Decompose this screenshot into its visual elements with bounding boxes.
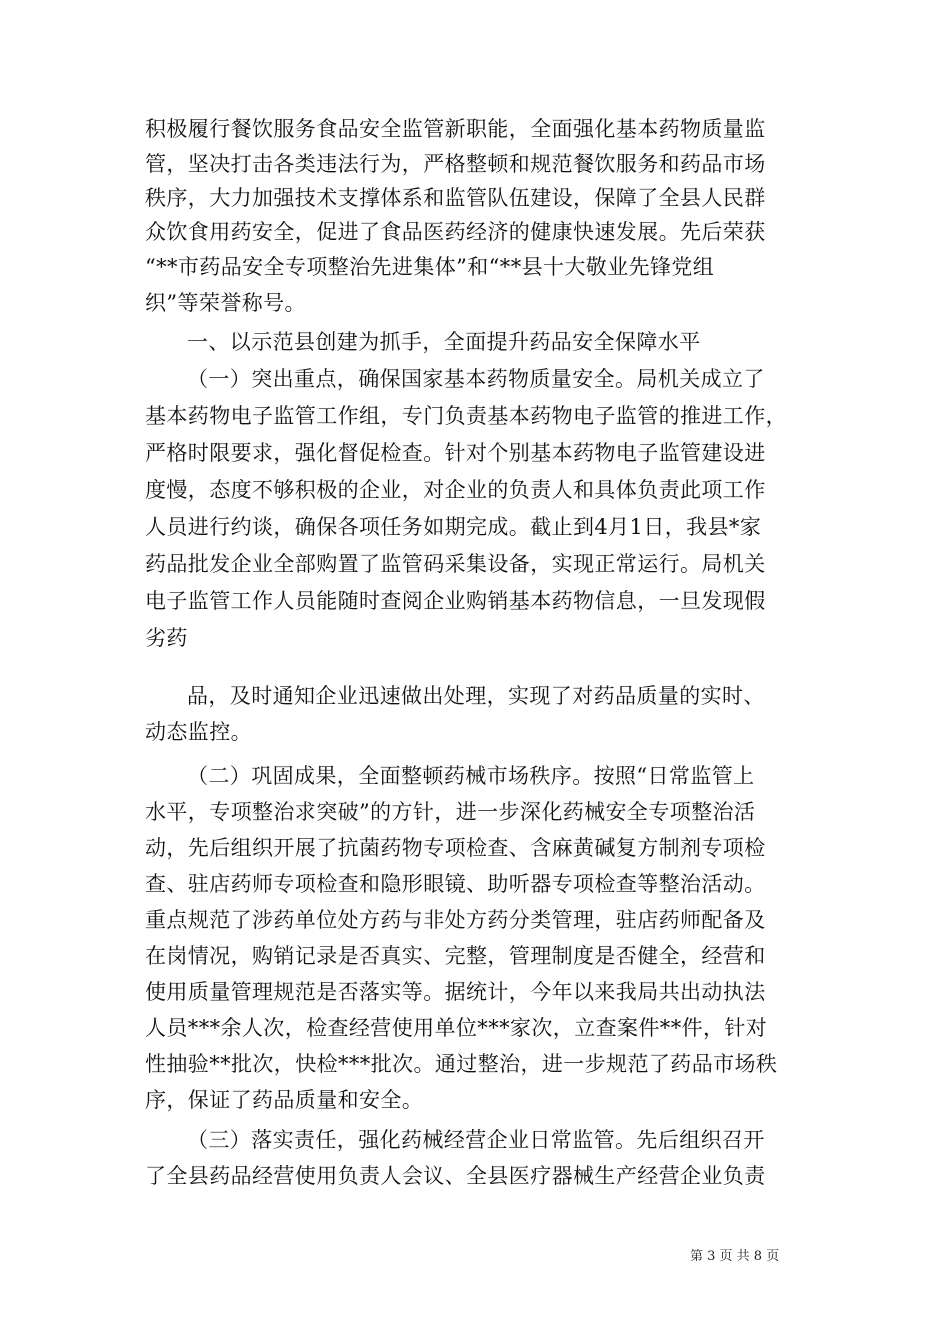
text-line: 织”等荣誉称号。 [145,291,306,315]
text-line: 重点规范了涉药单位处方药与非处方药分类管理，驻店药师配备及 [145,908,766,932]
text-line: 劣药 [145,626,188,650]
text-line: 人员***余人次，检查经营使用单位***家次，立查案件**件，针对 [145,1016,768,1040]
text-line: 性抽验**批次，快检***批次。通过整治，进一步规范了药品市场秩 [145,1052,778,1076]
text-line: 动，先后组织开展了抗菌药物专项检查、含麻黄碱复方制剂专项检 [145,836,766,860]
text-line: 严格时限要求，强化督促检查。针对个别基本药物电子监管建设进 [145,441,766,465]
text-line: 人员进行约谈，确保各项任务如期完成。截止到4月1日，我县*家 [145,515,762,539]
text-line: 使用质量管理规范是否落实等。据统计，今年以来我局共出动执法 [145,980,766,1004]
text-line: 药品批发企业全部购置了监管码采集设备，实现正常运行。局机关 [145,552,766,576]
text-line: 积极履行餐饮服务食品安全监管新职能，全面强化基本药物质量监 [145,117,766,141]
text-line: 动态监控。 [145,720,252,744]
text-line: 序，保证了药品质量和安全。 [145,1088,424,1112]
text-line: 电子监管工作人员能随时查阅企业购销基本药物信息，一旦发现假 [145,589,766,613]
text-line: 度慢，态度不够积极的企业，对企业的负责人和具体负责此项工作 [145,478,766,502]
text-line: （二）巩固成果，全面整顿药械市场秩序。按照“日常监管上 [187,764,755,788]
text-line: 管，坚决打击各类违法行为，严格整顿和规范餐饮服务和药品市场 [145,152,766,176]
text-line: 品，及时通知企业迅速做出处理，实现了对药品质量的实时、 [187,684,765,708]
text-line: （三）落实责任，强化药械经营企业日常监管。先后组织召开 [187,1128,765,1152]
text-line: 众饮食用药安全，促进了食品医药经济的健康快速发展。先后荣获 [145,220,766,244]
text-line: 查、驻店药师专项检查和隐形眼镜、助听器专项检查等整治活动。 [145,872,766,896]
page-number: 第 3 页 共 8 页 [690,1249,780,1264]
text-line: 秩序，大力加强技术支撑体系和监管队伍建设，保障了全县人民群 [145,186,766,210]
text-line: （一）突出重点，确保国家基本药物质量安全。局机关成立了 [187,367,765,391]
text-line: “**市药品安全专项整治先进集体”和“**县十大敬业先锋党组 [145,255,715,279]
text-line: 在岗情况，购销记录是否真实、完整，管理制度是否健全，经营和 [145,944,766,968]
section-heading: 一、以示范县创建为抓手，全面提升药品安全保障水平 [187,330,701,354]
text-line: 水平，专项整治求突破”的方针，进一步深化药械安全专项整治活 [145,800,756,824]
text-line: 了全县药品经营使用负责人会议、全县医疗器械生产经营企业负责 [145,1164,766,1188]
text-line: 基本药物电子监管工作组，专门负责基本药物电子监管的推进工作， [145,404,787,428]
